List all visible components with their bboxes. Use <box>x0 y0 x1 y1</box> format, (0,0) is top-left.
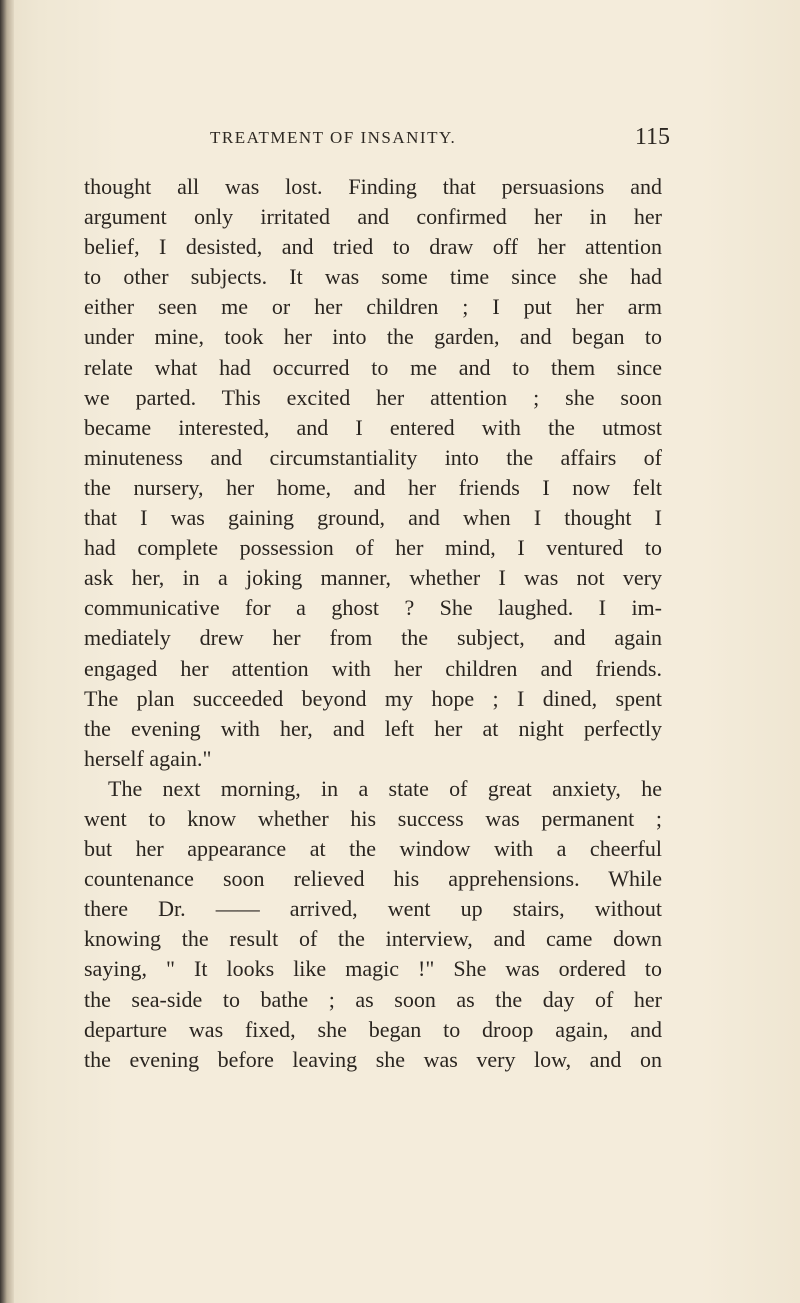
text-line: the nursery, her home, and her friends I now felt <box>84 474 662 500</box>
text-line: we parted. This excited her attention ; she soon <box>84 384 662 410</box>
text-line: under mine, took her into the garden, and began to <box>84 324 662 350</box>
text-line: that I was gaining ground, and when I thought I <box>84 505 662 531</box>
text-line: to other subjects. It was some time since she had <box>84 264 662 290</box>
text-line: minuteness and circumstantiality into the affairs of <box>84 444 662 470</box>
text-line: The plan succeeded beyond my hope ; I dined, spent <box>84 685 662 711</box>
text-line: knowing the result of the interview, and came down <box>84 926 662 952</box>
text-line: ask her, in a joking manner, whether I was not very <box>84 565 662 591</box>
text-line: The next morning, in a state of great anxiety, he <box>108 775 662 801</box>
text-line: the evening before leaving she was very low, and on <box>84 1046 662 1072</box>
text-line: had complete possession of her mind, I ventured to <box>84 535 662 561</box>
text-line: either seen me or her children ; I put her arm <box>84 294 662 320</box>
text-line: departure was fixed, she began to droop again, and <box>84 1016 662 1042</box>
text-line: thought all was lost. Finding that persuasions and <box>84 174 662 199</box>
text-line: there Dr. —— arrived, went up stairs, without <box>84 896 662 922</box>
text-line: saying, " It looks like magic !" She was ordered to <box>84 956 662 982</box>
text-line: communicative for a ghost ? She laughed. I im- <box>84 595 662 621</box>
page-number: 115 <box>634 124 670 150</box>
page-header <box>210 124 670 160</box>
text-line: but her appearance at the window with a cheerful <box>84 836 662 862</box>
text-line: the sea-side to bathe ; as soon as the day of her <box>84 986 662 1012</box>
text-line: herself again." <box>84 745 212 771</box>
text-line: went to know whether his success was permanent ; <box>84 805 662 831</box>
text-line: the evening with her, and left her at night perfectly <box>84 715 662 741</box>
text-line: mediately drew her from the subject, and again <box>84 625 662 651</box>
text-line: relate what had occurred to me and to them since <box>84 354 662 380</box>
text-line: became interested, and I entered with the utmost <box>84 414 662 440</box>
running-head: TREATMENT OF INSANITY. <box>210 128 457 147</box>
text-line: countenance soon relieved his apprehensions. While <box>84 866 662 892</box>
text-line: belief, I desisted, and tried to draw off her attention <box>84 234 662 260</box>
body-text <box>84 172 662 1075</box>
text-line: argument only irritated and confirmed her in her <box>84 204 662 230</box>
text-line: engaged her attention with her children and friends. <box>84 655 662 681</box>
book-spine-shadow <box>0 0 14 1303</box>
